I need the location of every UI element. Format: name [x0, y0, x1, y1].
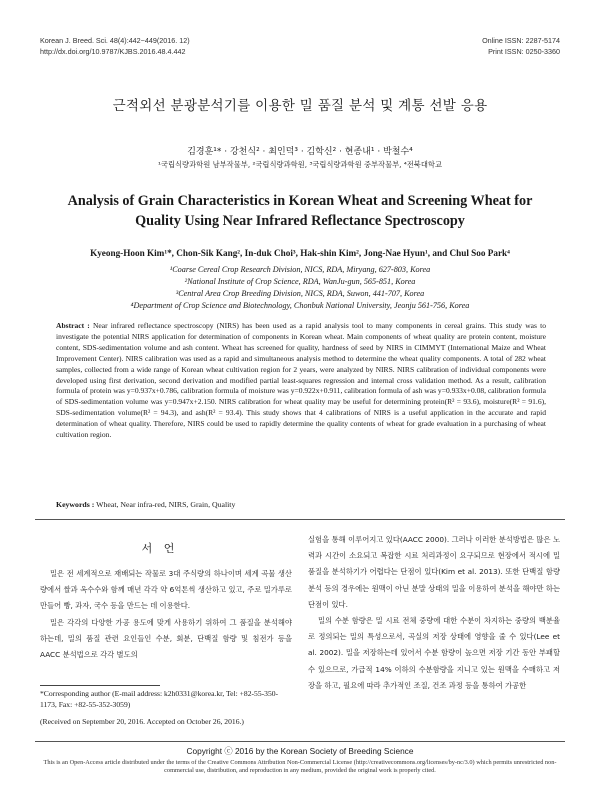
abstract: [56, 321, 546, 441]
abstract-text: Near infrared reflectance spectroscopy (NIRS) has been used as a rapid analysis tool to many components in cereal grains. This study was to investigate the potential NIRS application for determination of components in Korean wheat. Main components of wheat quality are protein content, moisture content, SDS-sedimentation volume and ash content. Wheat has screened for quality, hardness of seed by NIRS in CIMMYT (International Maize and Wheat Improvement Center). NIRS calibration was used as a rapid and simultaneous analysis method to determine the wheat quality components. A total of 282 wheat samples, collected from a wide range of Korean wheat cultivation region for 2 years, were analyzed by NIRS. NIRS calibration of individual components were developed using first derivation, second derivation and modified partial least-squares regression and internal cross validation method. As a result, calibration formula of protein was y=0.937x+0.786, calibration formula of moisture was y=0.922x+0.911, calibration formula of ash was y=0.933x+0.08, calibration formula of SDS-sedimentation volume was y=0.947x+2.150. NIRS calibration for wheat quality may be useful for determining protein(R² = 93.6), moisture(R² = 91.6), SDS-sedimentation volume(R² = 94.3), and ash(R² = 93.4). This study shows that 4 calibrations of NIRS is a useful application in the accurate and rapid determination of wheat quality. Therefore, NIRS could be used to rapidly determine the quality contents of wheat for grade evaluation in a purchasing of wheat cultivation region.: [56, 321, 547, 440]
english-affiliation-3: ³Central Area Crop Breeding Division, NICS, RDA, Suwon, 441-707, Korea: [175, 289, 425, 298]
english-authors: Kyeong-Hoon Kim¹*, Chon-Sik Kang², In-duk Choi³, Hak-shin Kim², Jong-Nae Hyun¹, and Chul Soo Park⁴: [90, 248, 510, 258]
paragraph: 밀의 수분 함량은 밀 시료 전체 중량에 대한 수분이 차지하는 중량의 백분율로 정의되는 밀의 특성으로서, 곡실의 저장 상태에 영향을 줄 수 있다(Lee et al. 2002). 밀을 저장하는데 있어서 수분 함량이 높으면 저장 기간 동안 부패할 수 있으므로, 가급적 14% 이하의 수분함량을 지니고 있는 원맥을 수매하고 저장을 하고, 필요에 따라 추가적인 조질, 건조 과정 등을 통하여 가공한: [308, 616, 560, 690]
footer-divider: [35, 741, 565, 742]
doi-link[interactable]: http://dx.doi.org/10.9787/KJBS.2016.48.4.442: [40, 47, 186, 56]
english-affiliation-4: ⁴Department of Crop Science and Biotechnology, Chonbuk National University, Jeonju 561-756, Korea: [130, 301, 470, 310]
paragraph: 실험을 통해 이루어지고 있다(AACC 2000). 그러나 이러한 분석방법은 많은 노력과 시간이 소요되고 복잡한 시료 처리과정이 요구되므로 현장에서 적시에 밀 품질을 분석하기가 어렵다는 단점이 있다(Kim et al. 2013). 또한 단백질 함량 분석 등의 경우에는 원맥이 아닌 분말 상태의 밀을 이용하여 분석을 해야만 하는 단점이 있다.: [308, 535, 560, 609]
journal-reference: Korean J. Breed. Sci. 48(4):442~449(2016. 12): [40, 36, 190, 45]
divider: [35, 519, 565, 520]
abstract-label: Abstract :: [56, 321, 90, 330]
received-dates: (Received on September 20, 2016. Accepted on October 26, 2016.): [40, 717, 244, 726]
korean-title: 근적외선 분광분석기를 이용한 밀 품질 분석 및 계통 선발 응용: [112, 98, 488, 114]
english-title: [40, 191, 560, 231]
paragraph: 밀은 전 세계적으로 재배되는 작물로 3대 주식량의 하나이며 세계 곡물 생산량에서 쌀과 옥수수와 함께 매년 각각 약 6억톤씩 생산하고 있고, 주로 밀가루로 만들어 빵, 과자, 국수 등을 만드는 데 이용한다.: [40, 569, 292, 611]
keywords: [56, 500, 546, 509]
english-title-line1: Analysis of Grain Characteristics in Korean Wheat and Screening Wheat for: [67, 193, 533, 209]
english-affiliation-1: ¹Coarse Cereal Crop Research Division, NICS, RDA, Miryang, 627-803, Korea: [169, 265, 431, 274]
korean-affiliations: ¹국립식량과학원 남부작물부, ²국립식량과학원, ³국립식량과학원 중부작물부, ⁴전북대학교: [157, 160, 442, 169]
print-issn: Print ISSN: 0250-3360: [488, 47, 560, 56]
copyright: Copyright ⓒ 2016 by the Korean Society of Breeding Science: [186, 746, 414, 756]
license-text: This is an Open-Access article distributed under the terms of the Creative Commons Attribution Non-Commercial License (http://creativecommons.org/licenses/by-nc/3.0) which permits unrestricted non-commercial use, distribution, and reproduction in any medium, provided the original work is properly cited.: [43, 759, 557, 774]
left-column: [40, 566, 292, 663]
online-issn: Online ISSN: 2287-5174: [482, 36, 560, 45]
keywords-text: Wheat, Near infra-red, NIRS, Grain, Quality: [96, 500, 236, 509]
english-affiliation-2: ²National Institute of Crop Science, RDA, WanJu-gun, 565-851, Korea: [184, 277, 416, 286]
paragraph: 밀은 각각의 다양한 가공 용도에 맞게 사용하기 위하여 그 품질을 분석해야 하는데, 밀의 품질 관련 요인들인 수분, 회분, 단백질 함량 및 침전가 등을 AACC 분석법으로 각각 별도의: [40, 617, 292, 660]
korean-authors: 김경훈¹* · 강천식² · 최인덕³ · 김학신² · 현종내¹ · 박철수⁴: [187, 147, 413, 157]
right-column: [308, 532, 560, 694]
section-title: 서 언: [141, 542, 179, 555]
footnote-rule: [40, 685, 160, 686]
corresponding-author: *Corresponding author (E-mail address: k2h0331@korea.kr, Tel: +82-55-350-1173, Fax: +82-55-352-3059): [40, 689, 279, 709]
english-title-line2: Quality Using Near Infrared Reflectance Spectroscopy: [135, 213, 465, 229]
keywords-label: Keywords :: [56, 500, 95, 509]
